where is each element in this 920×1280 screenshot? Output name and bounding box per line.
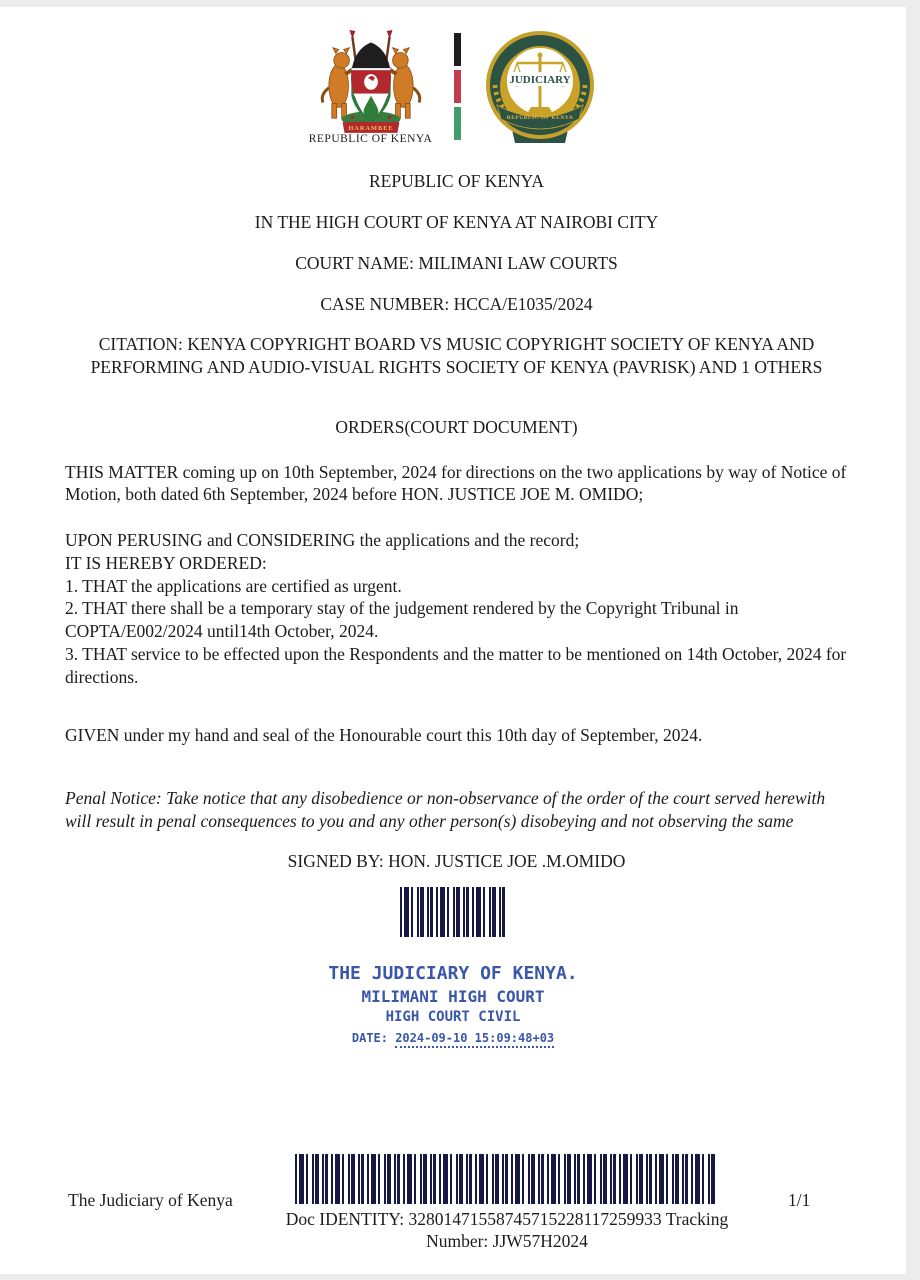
coat-of-arms-block (301, 29, 441, 145)
paragraph-given: GIVEN under my hand and seal of the Honourable court this 10th day of September, 2024. (65, 725, 703, 746)
shield (351, 43, 390, 123)
doc-identity: Doc IDENTITY: 32801471558745715228117259933 Tracking Number: JJW57H2024 (285, 1209, 729, 1252)
heading-court-name: COURT NAME: MILIMANI LAW COURTS (295, 253, 618, 273)
heading-republic: REPUBLIC OF KENYA (368, 171, 545, 191)
heading-court: IN THE HIGH COURT OF KENYA AT NAIROBI CITY (254, 212, 659, 232)
footer-judiciary-text: The Judiciary of Kenya (68, 1190, 233, 1210)
penal-notice: Penal Notice: Take notice that any disobedience or non-observance of the order of the court served herewith will result in penal consequences to you and any other person(s) disobeying and not observing the same (65, 788, 826, 831)
judiciary-banner-text: REPUBLIC OF KENYA (506, 115, 573, 121)
court-stamp (0, 962, 906, 1046)
document-barcode (295, 1154, 716, 1204)
stamp-date-line (0, 1030, 906, 1046)
judiciary-logo-icon (474, 29, 606, 147)
paragraph-intro: THIS MATTER coming up on 10th September, 2024 for directions on the two applications by way of Notice of Motion, both dated 6th September, 2024 before HON. JUSTICE JOE M. OMIDO; (65, 461, 847, 505)
signature-barcode (400, 887, 506, 937)
paragraph-upon: UPON PERUSING and CONSIDERING the applications and the record; (65, 530, 580, 550)
page-number: 1/1 (788, 1190, 811, 1210)
stamp-division-line: HIGH COURT CIVIL (385, 1009, 521, 1026)
heading-citation: CITATION: KENYA COPYRIGHT BOARD VS MUSIC COPYRIGHT SOCIETY OF KENYA AND PERFORMING AND AUDIO-VISUAL RIGHTS SOCIETY OF KENYA (PAVRISK) AND 1 OTHERS (90, 334, 823, 377)
flag-green-segment (454, 107, 461, 140)
order-item-1: 1. THAT the applications are certified as urgent. (65, 575, 402, 596)
motto-text: HARAMBEE (347, 124, 394, 132)
judiciary-label: JUDICIARY (508, 74, 571, 86)
order-item-2: 2. THAT there shall be a temporary stay of the judgement rendered by the Copyright Tribunal in COPTA/E002/2024 until14th October, 2024. (65, 598, 739, 641)
paragraph-ordered: IT IS HEREBY ORDERED: (65, 552, 267, 573)
signed-by-line: SIGNED BY: HON. JUSTICE JOE .M.OMIDO (287, 850, 626, 871)
document-page (0, 7, 906, 1274)
coat-caption: REPUBLIC OF KENYA (308, 133, 433, 145)
kenya-coat-of-arms-icon (306, 29, 436, 132)
stamp-judiciary-line: THE JUDICIARY OF KENYA. (328, 963, 578, 985)
flag-divider (454, 33, 461, 144)
stamp-date-label: DATE: (351, 1031, 388, 1046)
stamp-court-line: MILIMANI HIGH COURT (361, 987, 545, 1007)
order-item-3: 3. THAT service to be effected upon the Respondents and the matter to be mentioned on 14th October, 2024 for directions. (65, 643, 847, 687)
stamp-date-value: 2024-09-10 15:09:48+03 (395, 1031, 554, 1048)
heading-case-number: CASE NUMBER: HCCA/E1035/2024 (320, 294, 593, 314)
flag-black-segment (454, 33, 461, 66)
flag-red-segment (454, 70, 461, 103)
header-logos (0, 7, 906, 147)
heading-orders: ORDERS(COURT DOCUMENT) (335, 416, 578, 437)
